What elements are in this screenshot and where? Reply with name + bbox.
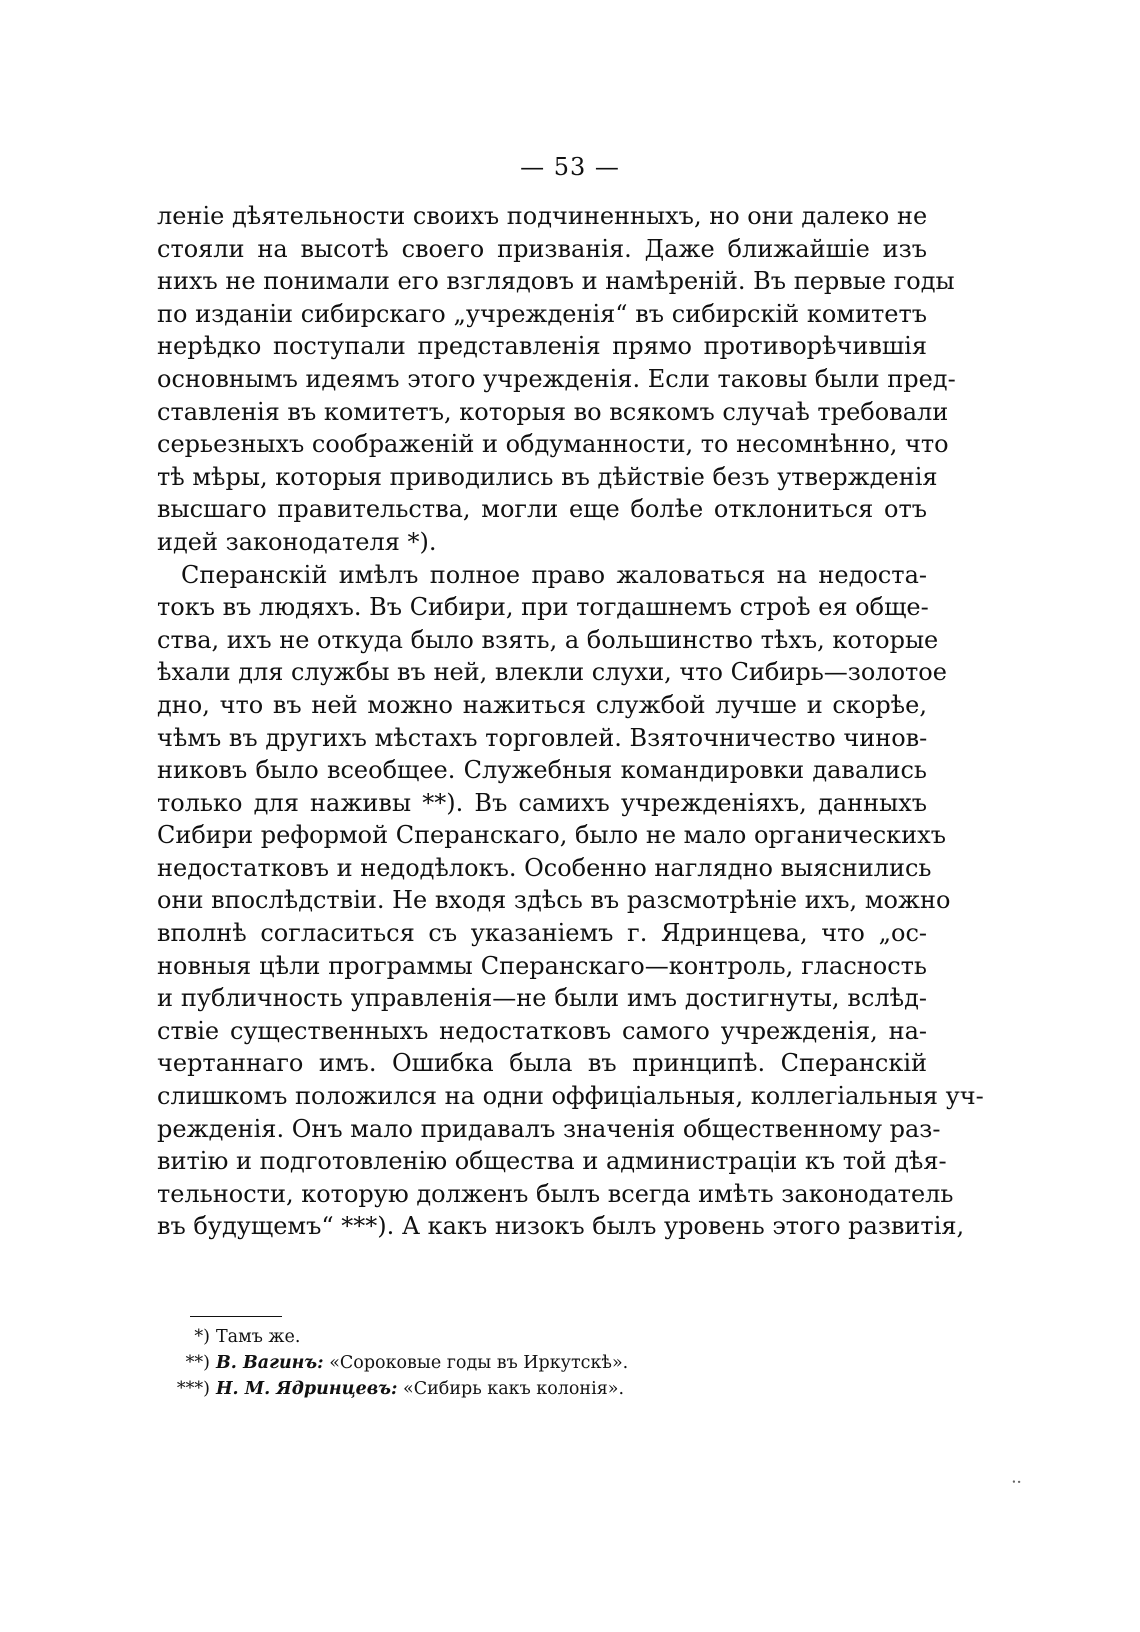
body-line: и публичность управленія—не были имъ достигнуты, вслѣд-	[157, 984, 927, 1013]
body-line: тѣ мѣры, которыя приводились въ дѣйствіе безъ утвержденія	[157, 462, 938, 491]
body-line: леніе дѣятельности своихъ подчиненныхъ, но они далеко не	[157, 202, 928, 230]
footnote-text: «Сибирь какъ колонія».	[403, 1379, 625, 1399]
page-number: — 53 —	[520, 153, 620, 181]
body-line: ставленія въ комитетъ, которыя во всякомъ случаѣ требовали	[157, 397, 949, 426]
footnote-author: Н. М. Ядринцевъ:	[216, 1379, 398, 1399]
body-line: чѣмъ въ другихъ мѣстахъ торговлей. Взяточничество чинов-	[157, 723, 928, 752]
scan-speck: ⸱·	[1011, 1472, 1022, 1493]
body-line: токъ въ людяхъ. Въ Сибири, при тогдашнемъ строѣ ея обще-	[157, 593, 929, 622]
body-line: въ будущемъ“ ***). А какъ низокъ былъ уровень этого развитія,	[157, 1212, 965, 1241]
body-line: никовъ было всеобщее. Служебныя командировки давались	[157, 756, 927, 785]
body-line: ства, ихъ не откуда было взять, а большинство тѣхъ, которые	[157, 625, 939, 654]
footnote-author: В. Вагинъ:	[216, 1353, 324, 1373]
body-line: новныя цѣли программы Сперанскаго—контроль, гласность	[157, 951, 927, 980]
body-line: Сибири реформой Сперанскаго, было не мало органическихъ	[157, 821, 946, 850]
footnote-text: Тамъ же.	[216, 1327, 301, 1347]
body-text	[157, 200, 984, 1243]
body-line: недостатковъ и недодѣлокъ. Особенно наглядно выяснились	[157, 853, 932, 882]
body-line: слишкомъ положился на одни оффиціальныя, коллегіальныя уч-	[157, 1082, 984, 1111]
body-line: дно, что въ ней можно нажиться службой лучше и скорѣе,	[157, 690, 927, 719]
body-line: они впослѣдствіи. Не входя здѣсь въ разсмотрѣніе ихъ, можно	[157, 886, 951, 915]
body-line: режденія. Онъ мало придавалъ значенія общественному раз-	[157, 1114, 941, 1143]
body-line: ствіе существенныхъ недостатковъ самого учрежденія, на-	[157, 1016, 927, 1045]
body-line: основнымъ идеямъ этого учрежденія. Если таковы были пред-	[157, 364, 956, 393]
body-line: вполнѣ согласиться съ указаніемъ г. Ядринцева, что „ос-	[157, 919, 927, 948]
footnote	[168, 1376, 868, 1402]
body-line: идей законодателя *).	[157, 527, 437, 556]
footnote-separator	[190, 1316, 282, 1317]
footnote	[168, 1324, 868, 1350]
body-line: витію и подготовленію общества и администраціи къ той дѣя-	[157, 1147, 947, 1176]
footnotes	[168, 1324, 868, 1402]
footnote-marker: *)	[194, 1327, 210, 1347]
footnote-marker: **)	[185, 1353, 210, 1373]
body-line: нихъ не понимали его взглядовъ и намѣреній. Въ первые годы	[157, 267, 955, 296]
footnote-text: «Сороковые годы въ Иркутскѣ».	[329, 1353, 629, 1373]
body-line: тельности, которую долженъ былъ всегда имѣть законодатель	[157, 1179, 954, 1208]
footnote-marker: ***)	[176, 1379, 210, 1399]
body-line: Сперанскій имѣлъ полное право жаловаться на недоста-	[181, 560, 927, 589]
body-line: высшаго правительства, могли еще болѣе отклониться отъ	[157, 495, 927, 524]
body-line: ѣхали для службы въ ней, влекли слухи, что Сибирь—золотое	[157, 658, 947, 687]
footnote	[168, 1350, 868, 1376]
body-line: серьезныхъ соображеній и обдуманности, то несомнѣнно, что	[157, 430, 949, 459]
body-line: только для наживы **). Въ самихъ учрежденіяхъ, данныхъ	[157, 788, 927, 817]
body-line: нерѣдко поступали представленія прямо противорѣчившія	[157, 332, 927, 361]
body-line: стояли на высотѣ своего призванія. Даже ближайшіе изъ	[157, 234, 927, 263]
body-line: чертаннаго имъ. Ошибка была въ принципѣ. Сперанскій	[157, 1049, 927, 1078]
body-line: по изданіи сибирскаго „учрежденія“ въ сибирскій комитетъ	[157, 299, 927, 328]
